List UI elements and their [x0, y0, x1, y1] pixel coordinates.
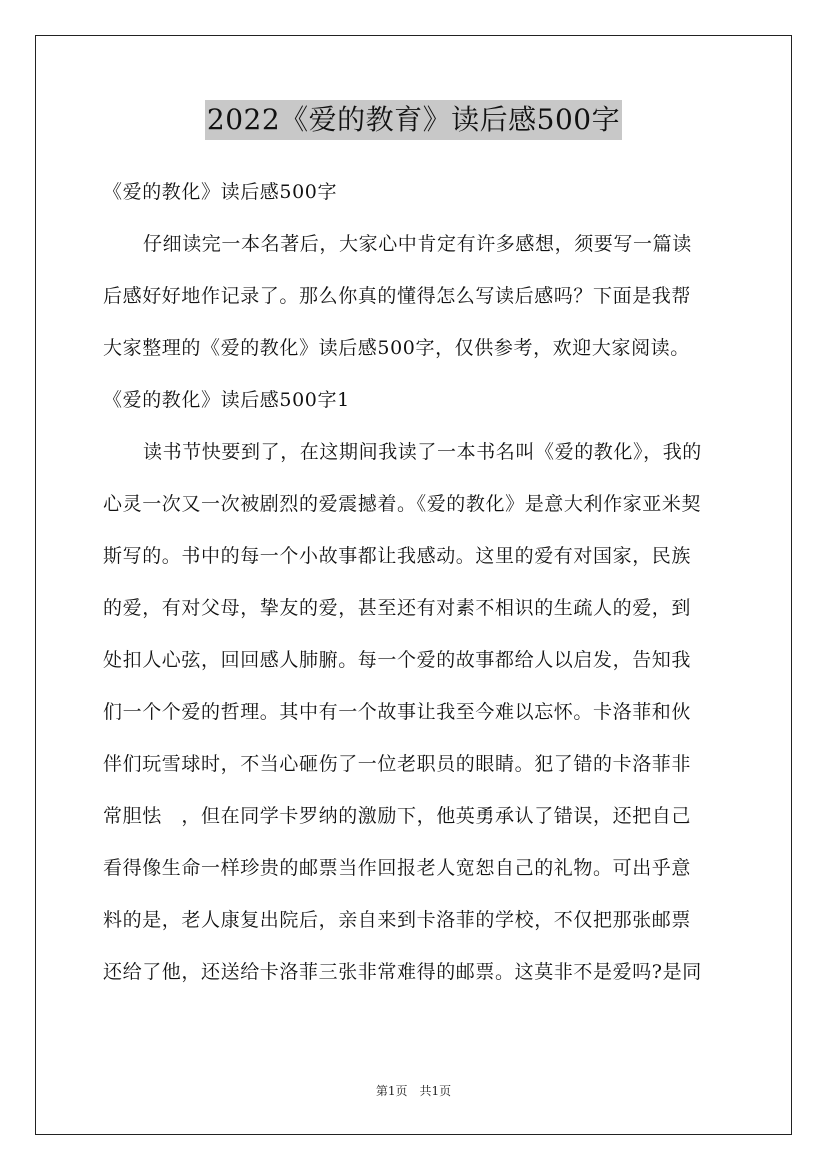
paragraph-line: 还给了他，还送给卡洛菲三张非常难得的邮票。这莫非不是爱吗?是同	[103, 961, 702, 983]
section-heading: 《爱的教化》读后感500字	[103, 181, 338, 203]
paragraph-line: 大家整理的《爱的教化》读后感500字，仅供参考，欢迎大家阅读。	[103, 337, 690, 359]
paragraph-line: 伴们玩雪球时，不当心砸伤了一位老职员的眼睛。犯了错的卡洛菲非	[103, 753, 692, 775]
paragraph-line: 看得像生命一样珍贵的邮票当作回报老人宽恕自己的礼物。可出乎意	[103, 857, 692, 879]
paragraph-line: 心灵一次又一次被剧烈的爱震撼着。《爱的教化》是意大利作家亚米契	[103, 493, 702, 515]
paragraph-line: 们一个个爱的哲理。其中有一个故事让我至今难以忘怀。卡洛菲和伙	[103, 701, 692, 723]
section-heading: 《爱的教化》读后感500字1	[103, 389, 350, 411]
paragraph-line: 的爱，有对父母，挚友的爱，甚至还有对素不相识的生疏人的爱，到	[103, 597, 692, 619]
paragraph-line: 后感好好地作记录了。那么你真的懂得怎么写读后感吗？下面是我帮	[103, 285, 692, 307]
page-number-total: 共1页	[419, 1084, 452, 1098]
paragraph-line: 读书节快要到了，在这期间我读了一本书名叫《爱的教化》，我的	[143, 441, 702, 463]
document-body	[103, 166, 728, 998]
document-title: 2022《爱的教育》读后感500字	[205, 100, 622, 140]
title-container	[0, 100, 827, 140]
page-footer	[0, 1082, 827, 1099]
paragraph-line: 处扣人心弦，回回感人肺腑。每一个爱的故事都给人以启发，告知我	[103, 649, 692, 671]
paragraph-line: 料的是，老人康复出院后，亲自来到卡洛菲的学校，不仅把那张邮票	[103, 909, 692, 931]
paragraph-line: 仔细读完一本名著后，大家心中肯定有许多感想，须要写一篇读	[143, 233, 692, 255]
paragraph-line: 常胆怯 ，但在同学卡罗纳的激励下，他英勇承认了错误，还把自己	[103, 805, 692, 827]
paragraph-line: 斯写的。书中的每一个小故事都让我感动。这里的爱有对国家，民族	[103, 545, 692, 567]
page-number-current: 第1页	[375, 1084, 408, 1098]
